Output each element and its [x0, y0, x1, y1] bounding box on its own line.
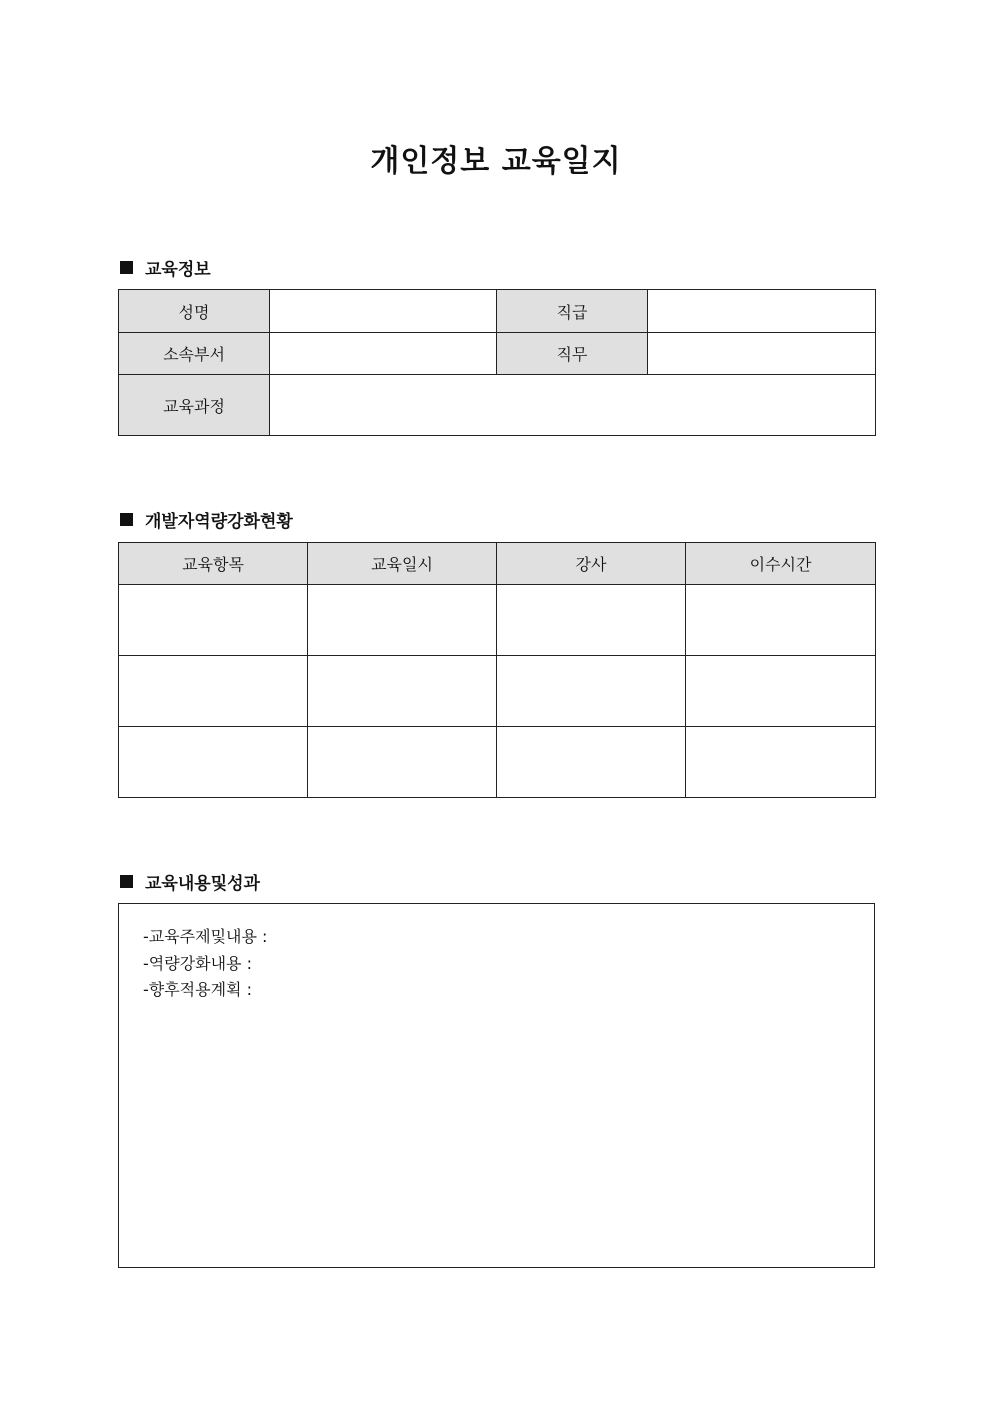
- table-cell[interactable]: [119, 656, 308, 727]
- developer-status-table: [118, 542, 876, 798]
- table-cell[interactable]: [686, 656, 876, 727]
- table-cell[interactable]: [497, 727, 686, 798]
- section-heading-content-results: [120, 869, 260, 894]
- section-heading-education-info: [120, 255, 211, 280]
- square-bullet-icon: [120, 513, 133, 526]
- content-line-future-plan: -향후적용계획 :: [143, 980, 252, 999]
- table-cell[interactable]: [119, 727, 308, 798]
- name-label: 성명: [119, 290, 270, 333]
- content-line-topic: -교육주제및내용 :: [143, 927, 268, 946]
- table-header-row: [119, 543, 876, 585]
- position-label: 직급: [497, 290, 648, 333]
- table-row: [119, 727, 876, 798]
- department-field[interactable]: [270, 333, 497, 375]
- table-cell[interactable]: [497, 585, 686, 656]
- column-header-item: 교육항목: [119, 543, 308, 585]
- table-cell[interactable]: [308, 585, 497, 656]
- table-cell[interactable]: [497, 656, 686, 727]
- table-cell[interactable]: [308, 727, 497, 798]
- position-field[interactable]: [648, 290, 876, 333]
- course-label: 교육과정: [119, 375, 270, 436]
- column-header-instructor: 강사: [497, 543, 686, 585]
- column-header-datetime: 교육일시: [308, 543, 497, 585]
- table-cell[interactable]: [119, 585, 308, 656]
- section-heading-label: 교육정보: [145, 260, 211, 280]
- education-info-table: [118, 289, 876, 436]
- table-row: [119, 585, 876, 656]
- document-title: 개인정보 교육일지: [370, 144, 622, 179]
- section-heading-developer-status: [120, 507, 293, 532]
- duty-field[interactable]: [648, 333, 876, 375]
- content-lines: [143, 924, 267, 1004]
- table-row: [119, 375, 876, 436]
- name-field[interactable]: [270, 290, 497, 333]
- table-row: [119, 333, 876, 375]
- section-heading-label: 교육내용및성과: [145, 874, 260, 894]
- table-row: [119, 290, 876, 333]
- course-field[interactable]: [270, 375, 876, 436]
- table-cell[interactable]: [686, 727, 876, 798]
- duty-label: 직무: [497, 333, 648, 375]
- square-bullet-icon: [120, 875, 133, 888]
- content-line-competency: -역량강화내용 :: [143, 953, 252, 973]
- table-row: [119, 656, 876, 727]
- square-bullet-icon: [120, 261, 133, 274]
- table-cell[interactable]: [686, 585, 876, 656]
- section-heading-label: 개발자역량강화현황: [145, 512, 293, 532]
- content-results-box[interactable]: [118, 903, 875, 1268]
- department-label: 소속부서: [119, 333, 270, 375]
- column-header-hours: 이수시간: [686, 543, 876, 585]
- table-cell[interactable]: [308, 656, 497, 727]
